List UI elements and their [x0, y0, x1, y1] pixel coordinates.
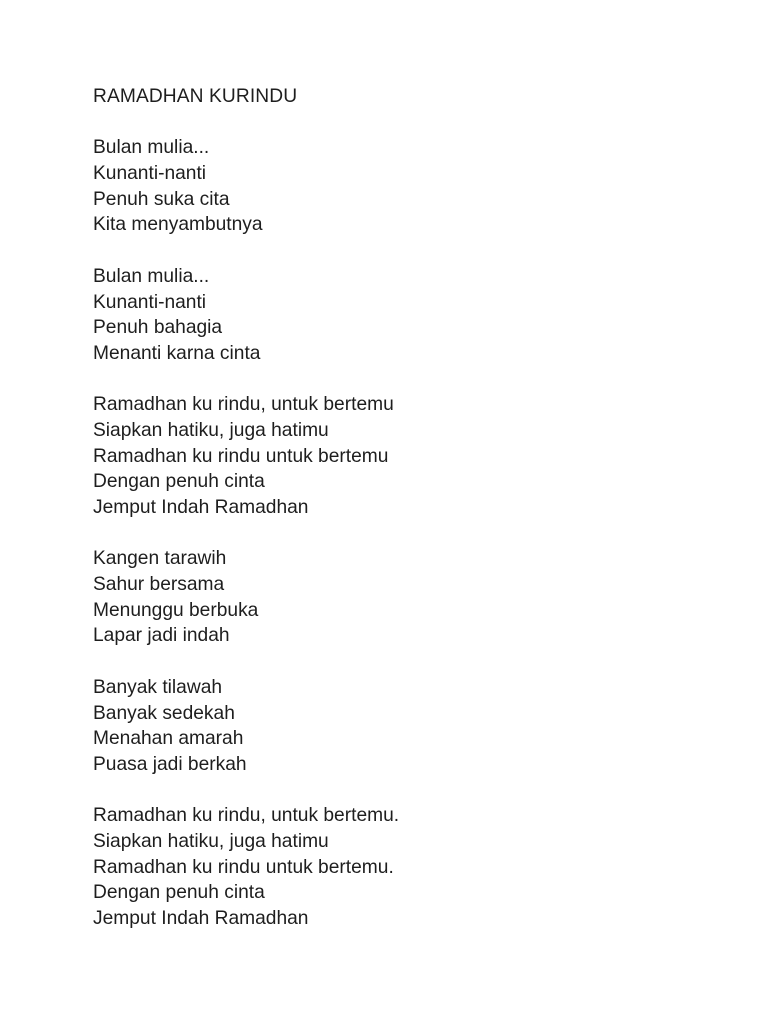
lyric-line: Ramadhan ku rindu, untuk bertemu. [93, 805, 400, 827]
lyric-line: Menunggu berbuka [93, 599, 259, 621]
lyric-line: Kunanti-nanti [93, 163, 207, 185]
stanza-2 [93, 264, 733, 367]
stanza-5 [93, 675, 733, 778]
lyric-line: Dengan penuh cinta [93, 882, 265, 904]
lyric-line: Siapkan hatiku, juga hatimu [93, 830, 329, 852]
lyric-line: Lapar jadi indah [93, 625, 230, 647]
stanza-1 [93, 135, 733, 238]
document-page [93, 84, 733, 932]
lyric-line: Penuh suka cita [93, 188, 230, 210]
lyric-line: Banyak tilawah [93, 676, 223, 698]
lyric-line: Kita menyambutnya [93, 214, 263, 236]
lyric-line: Bulan mulia... [93, 137, 210, 159]
lyric-line: Puasa jadi berkah [93, 753, 247, 775]
lyric-line: Ramadhan ku rindu untuk bertemu [93, 445, 389, 467]
lyric-line: Kangen tarawih [93, 548, 227, 570]
lyric-line: Jemput Indah Ramadhan [93, 497, 309, 519]
lyric-line: Menanti karna cinta [93, 342, 261, 364]
lyric-line: Banyak sedekah [93, 702, 235, 724]
lyric-line: Sahur bersama [93, 574, 225, 596]
lyric-line: Ramadhan ku rindu, untuk bertemu [93, 394, 394, 416]
stanza-4 [93, 546, 733, 649]
lyric-line: Dengan penuh cinta [93, 471, 265, 493]
lyric-line: Jemput Indah Ramadhan [93, 908, 309, 930]
lyric-line: Penuh bahagia [93, 317, 223, 339]
stanza-6-chorus [93, 803, 733, 931]
lyric-line: Bulan mulia... [93, 265, 210, 287]
lyric-line: Siapkan hatiku, juga hatimu [93, 419, 329, 441]
stanza-3-chorus [93, 392, 733, 520]
lyric-line: Ramadhan ku rindu untuk bertemu. [93, 856, 394, 878]
document-title: RAMADHAN KURINDU [93, 86, 298, 107]
lyric-line: Kunanti-nanti [93, 291, 207, 313]
lyric-line: Menahan amarah [93, 728, 244, 750]
